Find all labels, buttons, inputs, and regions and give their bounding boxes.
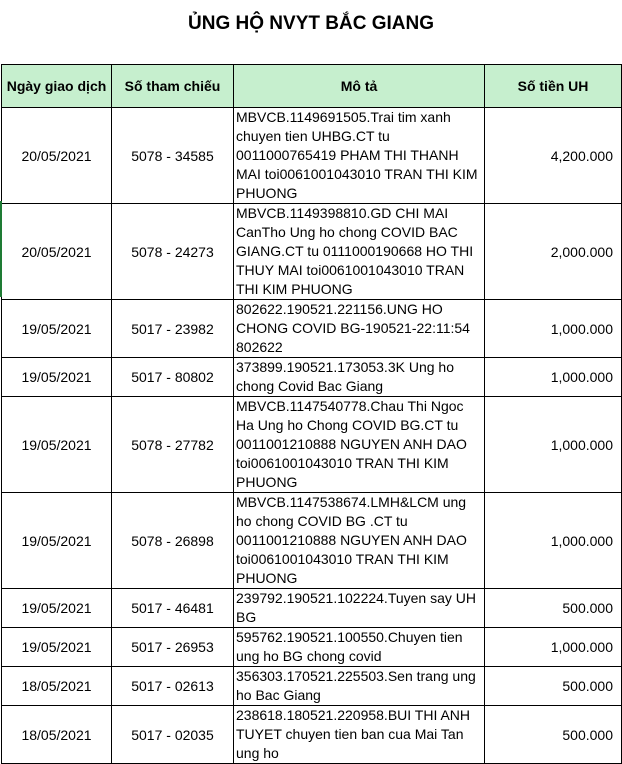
cell-amount[interactable]: 500.000	[485, 589, 622, 628]
cell-date[interactable]: 18/05/2021	[2, 667, 112, 706]
cell-date[interactable]: 20/05/2021	[2, 204, 112, 300]
cell-description[interactable]: MBVCB.1149691505.Trai tim xanh chuyen tien UHBG.CT tu 0011000765419 PHAM THI THANH MAI toi0061001043010 TRAN THI KIM PHUONG	[234, 108, 485, 204]
cell-amount[interactable]: 1,000.000	[485, 300, 622, 358]
cell-description[interactable]: 238618.180521.220958.BUI THI ANH TUYET chuyen tien ban cua Mai Tan ung ho	[234, 706, 485, 764]
cell-reference[interactable]: 5017 - 02035	[112, 706, 234, 764]
cell-date[interactable]: 19/05/2021	[2, 493, 112, 589]
cell-amount[interactable]: 1,000.000	[485, 358, 622, 397]
cell-date[interactable]: 19/05/2021	[2, 358, 112, 397]
cell-date[interactable]: 19/05/2021	[2, 628, 112, 667]
cell-description[interactable]: 595762.190521.100550.Chuyen tien ung ho BG chong covid	[234, 628, 485, 667]
cell-description[interactable]: MBVCB.1149398810.GD CHI MAI CanTho Ung ho chong COVID BAC GIANG.CT tu 0111000190668 HO THI THUY MAI toi0061001043010 TRAN THI KIM PHUONG	[234, 204, 485, 300]
cell-description[interactable]: 356303.170521.225503.Sen trang ung ho Bac Giang	[234, 667, 485, 706]
cell-reference[interactable]: 5078 - 24273	[112, 204, 234, 300]
cell-description[interactable]: 373899.190521.173053.3K Ung ho chong Covid Bac Giang	[234, 358, 485, 397]
cell-amount[interactable]: 1,000.000	[485, 397, 622, 493]
cell-amount[interactable]: 4,200.000	[485, 108, 622, 204]
table-row	[2, 204, 622, 300]
sheet-title: ỦNG HỘ NVYT BẮC GIANG	[188, 13, 434, 34]
table-row	[2, 300, 622, 358]
cell-amount[interactable]: 1,000.000	[485, 493, 622, 589]
cell-reference[interactable]: 5078 - 34585	[112, 108, 234, 204]
cell-description[interactable]: MBVCB.1147540778.Chau Thi Ngoc Ha Ung ho Chong COVID BG.CT tu 0011001210888 NGUYEN ANH DAO toi0061001043010 TRAN THI KIM PHUONG	[234, 397, 485, 493]
cell-date[interactable]: 18/05/2021	[2, 706, 112, 764]
cell-description[interactable]: 239792.190521.102224.Tuyen say UH BG	[234, 589, 485, 628]
cell-amount[interactable]: 500.000	[485, 667, 622, 706]
header-date[interactable]: Ngày giao dịch	[2, 65, 112, 108]
header-amount[interactable]: Số tiền UH	[485, 65, 622, 108]
table-row	[2, 706, 622, 764]
cell-amount[interactable]: 500.000	[485, 706, 622, 764]
header-description[interactable]: Mô tả	[234, 65, 485, 108]
header-reference[interactable]: Số tham chiếu	[112, 65, 234, 108]
table-row	[2, 493, 622, 589]
table-row	[2, 108, 622, 204]
cell-reference[interactable]: 5017 - 23982	[112, 300, 234, 358]
cell-description[interactable]: MBVCB.1147538674.LMH&LCM ung ho chong COVID BG .CT tu 0011001210888 NGUYEN ANH DAO toi0061001043010 TRAN THI KIM PHUONG	[234, 493, 485, 589]
table-row	[2, 589, 622, 628]
cell-reference[interactable]: 5017 - 80802	[112, 358, 234, 397]
transactions-table	[1, 64, 622, 764]
cell-date[interactable]: 20/05/2021	[2, 108, 112, 204]
cell-amount[interactable]: 1,000.000	[485, 628, 622, 667]
cell-date[interactable]: 19/05/2021	[2, 589, 112, 628]
cell-reference[interactable]: 5017 - 26953	[112, 628, 234, 667]
cell-date[interactable]: 19/05/2021	[2, 397, 112, 493]
table-row	[2, 628, 622, 667]
table-row	[2, 358, 622, 397]
cell-reference[interactable]: 5017 - 02613	[112, 667, 234, 706]
cell-description[interactable]: 802622.190521.221156.UNG HO CHONG COVID BG-190521-22:11:54 802622	[234, 300, 485, 358]
table-row	[2, 397, 622, 493]
table-row	[2, 667, 622, 706]
cell-reference[interactable]: 5017 - 46481	[112, 589, 234, 628]
table-header-row	[2, 65, 622, 108]
cell-reference[interactable]: 5078 - 26898	[112, 493, 234, 589]
cell-amount[interactable]: 2,000.000	[485, 204, 622, 300]
cell-date[interactable]: 19/05/2021	[2, 300, 112, 358]
selection-edge-marker	[0, 201, 2, 297]
cell-reference[interactable]: 5078 - 27782	[112, 397, 234, 493]
